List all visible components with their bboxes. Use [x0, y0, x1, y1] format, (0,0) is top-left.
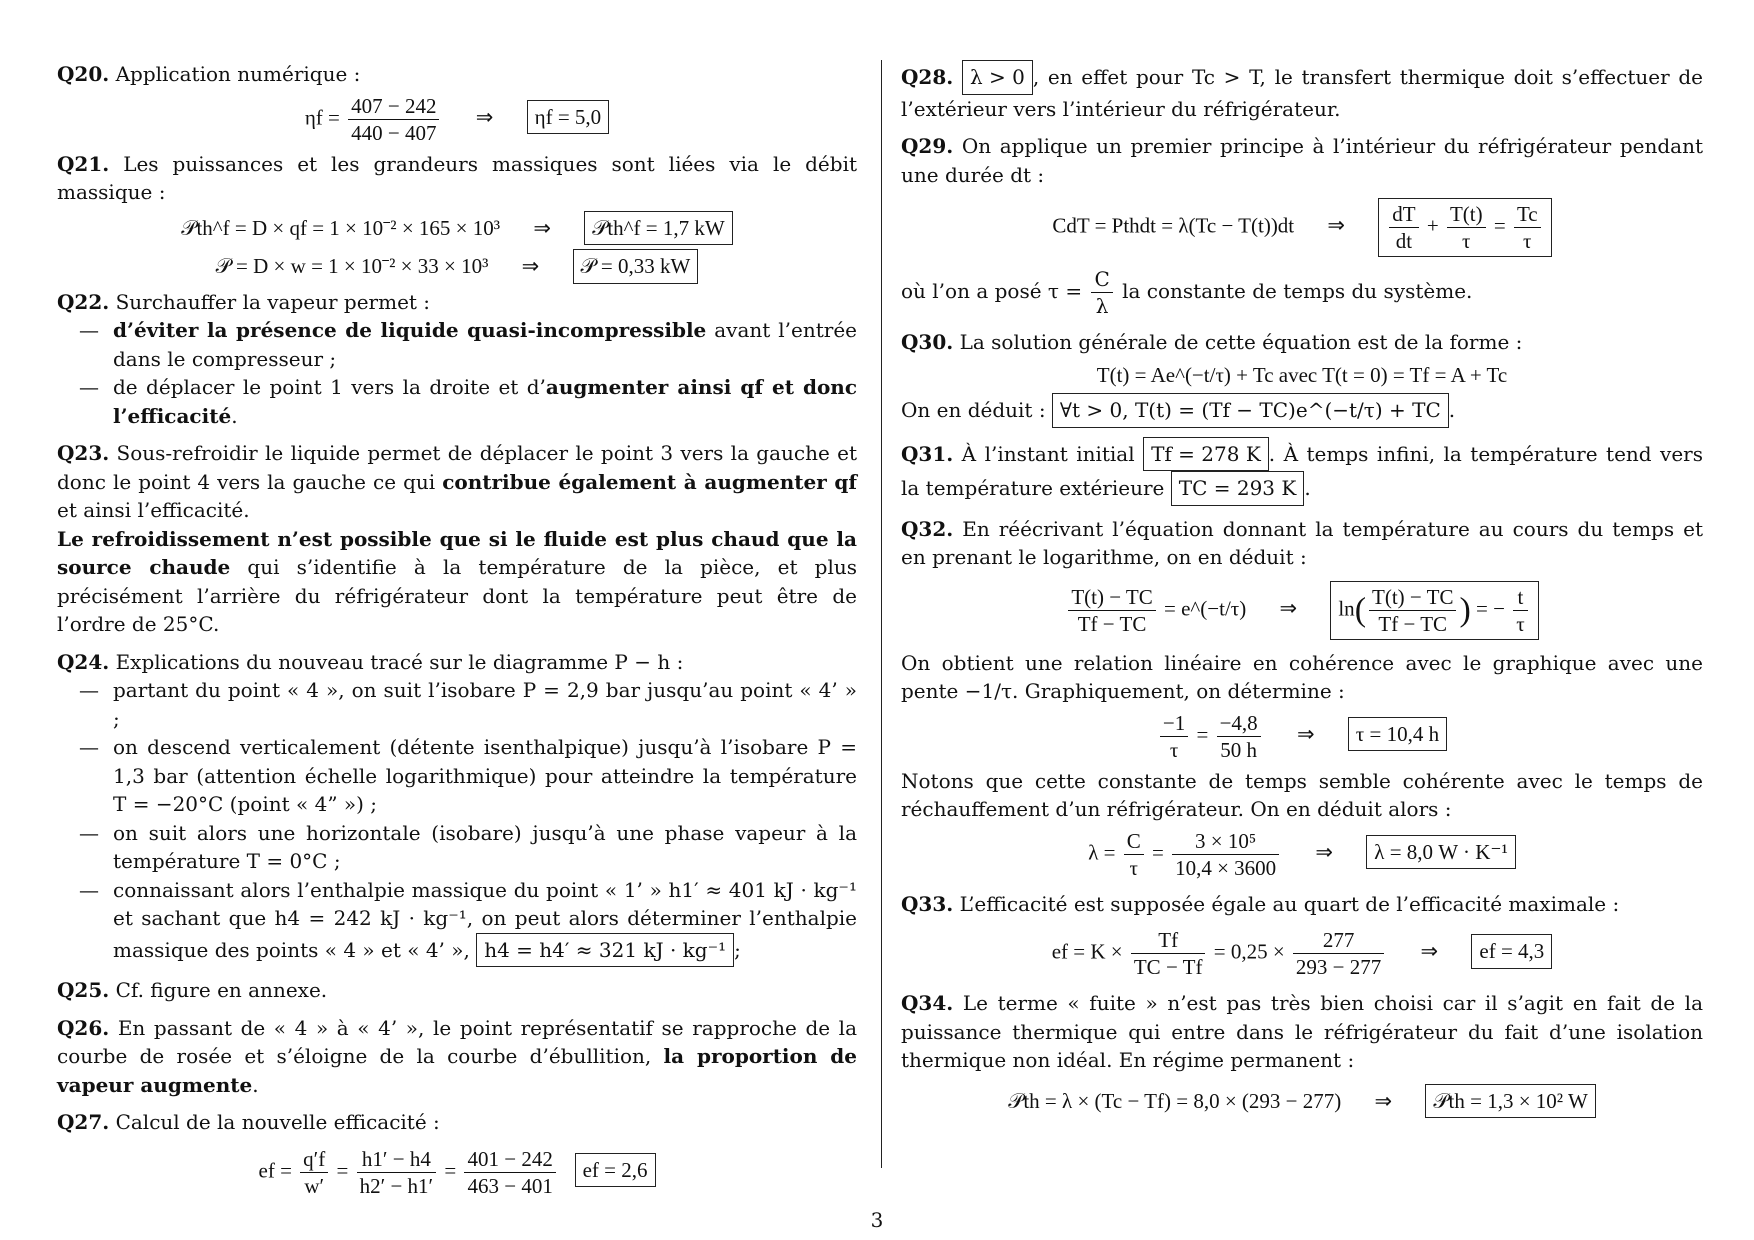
q21-result-2: 𝒫 = 0,33 kW — [573, 249, 699, 284]
q32-result: ln( $\frac{T(t) - TC}{Tf - TC}$ ) = − $\frac{t}{\tau}$ — [1330, 581, 1538, 640]
q22-bullet-2: — de déplacer le point 1 vers la droite et d’augmenter ainsi qf et donc l’efficacité. — [57, 373, 857, 430]
q22-bullet-1: — d’éviter la présence de liquide quasi-incompressible avant l’entrée dans le compresseur ; — [57, 316, 857, 373]
q29-definition: où l’on a posé τ = $\frac{C}{\lambda}$ la constante de temps du système. — [901, 267, 1473, 318]
q20: Q20. Application numérique : — [57, 62, 361, 86]
q23: Q23. Sous-refroidir le liquide permet de déplacer le point 3 vers la gauche et donc le point 4 vers la gauche ce qui contribue également à augmenter qf et ainsi l’efficacité. — [57, 441, 858, 522]
q32-after: On obtient une relation linéaire en cohérence avec le graphique avec une pente −1/τ. Graphiquement, on détermine : — [901, 650, 1703, 703]
q24-bullet-2: — on descend verticalement (détente isenthalpique) jusqu’à l’isobare P = 1,3 bar (attention échelle logarithmique) pour atteindre la température T = −20°C (point « 4” ») ; — [57, 733, 857, 819]
q32: Q32. En réécrivant l’équation donnant la température au cours du temps et en prenant le logarithme, on en déduit : — [901, 516, 1703, 569]
q28-result: λ > 0 — [962, 60, 1033, 95]
q32-tau-equation: $\frac{-1}{\tau}$ = $\frac{-4,8}{50 h}$ ⇒ τ = 10,4 h — [901, 710, 1703, 763]
q26: Q26. En passant de « 4 » à « 4’ », le point représentatif se rapproche de la courbe de rosée et s’éloigne de la courbe d’ébullition, la proportion de vapeur augmente. — [57, 1015, 857, 1097]
q32-tau-result: τ = 10,4 h — [1348, 717, 1447, 752]
q34-equation: 𝒫th = λ × (Tc − Tf) = 8,0 × (293 − 277) ⇒ 𝒫th = 1,3 × 10² W — [901, 1084, 1703, 1119]
q22: Q22. Surchauffer la vapeur permet : — [57, 289, 431, 314]
q20-fraction: $\frac{407 - 242}{440 - 407}$ — [348, 93, 439, 146]
page-number: 3 — [870, 1208, 884, 1232]
q23-paragraph-2: Le refroidissement n’est possible que si le fluide est plus chaud que la source chaude qui s’identifie à la température de la pièce, et plus précisément l’arrière du réfrigérateur dont la température peut être de l’ordre de 25°C. — [57, 526, 857, 636]
q21: Q21. Les puissances et les grandeurs massiques sont liées via le débit massique : — [57, 151, 858, 204]
q24-result: h4 = h4′ ≈ 321 kJ · kg⁻¹ — [476, 933, 734, 968]
q24-bullet-4: — connaissant alors l’enthalpie massique du point « 1’ » h1′ ≈ 401 kJ · kg⁻¹ et sachant que h4 = 242 kJ · kg⁻¹, on peut alors déterminer l’enthalpie massique des points « 4 » et « 4’ », h4 = h4′ ≈ 321 kJ · kg⁻¹ ; — [57, 876, 857, 968]
q29: Q29. On applique un premier principe à l’intérieur du réfrigérateur pendant une durée dt : — [901, 134, 1704, 187]
q29-result: $\frac{dT}{dt}$ + $\frac{T(t)}{\tau}$ = $\frac{Tc}{\tau}$ — [1378, 198, 1551, 257]
q31: Q31. À l’instant initial Tf = 278 K . À temps infini, la température tend vers la température extérieure TC = 293 K . — [901, 437, 1703, 506]
q21-result-1: 𝒫th^f = 1,7 kW — [584, 211, 733, 246]
q20-equation: ηf = $\frac{407 - 242}{440 - 407}$ ⇒ ηf = 5,0 — [57, 93, 857, 146]
q30: Q30. La solution générale de cette équation est de la forme : — [901, 330, 1523, 354]
q20-result: ηf = 5,0 — [527, 100, 610, 135]
q24-bullet-3: — on suit alors une horizontale (isobare) jusqu’à une phase vapeur à la température T = 0°C ; — [57, 819, 857, 876]
q24-bullet-1: — partant du point « 4 », on suit l’isobare P = 2,9 bar jusqu’au point « 4’ » ; — [57, 676, 857, 733]
q27-result: ef = 2,6 — [575, 1153, 656, 1188]
q34-result: 𝒫th = 1,3 × 10² W — [1425, 1084, 1595, 1119]
q33-equation: ef = K × $\frac{Tf}{TC - Tf}$ = 0,25 × $\frac{277}{293 - 277}$ ⇒ ef = 4,3 — [901, 927, 1703, 980]
q32-lambda-equation: λ = $\frac{C}{\tau}$ = $\frac{\text{3 × 10⁵}}{10,4 \times 3600}$ ⇒ λ = 8,0 W · K⁻¹ — [901, 828, 1703, 881]
q21-equation-2: 𝒫 = D × w = 1 × 10⁻² × 33 × 10³ ⇒ 𝒫 = 0,33 kW — [57, 249, 857, 284]
q31-result-2: TC = 293 K — [1171, 471, 1305, 506]
q30-result: ∀t > 0, T(t) = (Tf − TC)e^(−t/τ) + TC — [1052, 393, 1449, 428]
q32-note: Notons que cette constante de temps semble cohérente avec le temps de réchauffement d’un réfrigérateur. On en déduit alors : — [901, 768, 1703, 821]
left-column — [57, 60, 857, 1208]
q28: Q28. λ > 0 , en effet pour Tc > T, le transfert thermique doit s’effectuer de l’extérieur vers l’intérieur du réfrigérateur. — [901, 60, 1703, 123]
column-divider — [881, 60, 882, 1168]
q34: Q34. Le terme « fuite » n’est pas très bien choisi car il s’agit en fait de la puissance thermique qui entre dans le réfrigérateur du fait d’une isolation thermique non idéal. En régime permanent : — [901, 991, 1703, 1072]
q27-equation: ef = $\frac{q'f}{w'}$ = $\frac{h1' - h4}{h2' - h1'}$ = $\frac{401 - 242}{463 - 401}$ ef = 2,6 — [57, 1146, 857, 1199]
q30-deduce: On en déduit : ∀t > 0, T(t) = (Tf − TC)e^(−t/τ) + TC . — [901, 393, 1703, 428]
q25: Q25. Cf. figure en annexe. — [57, 978, 328, 1002]
q32-equation: $\frac{T(t) - TC}{Tf - TC}$ = e^(−t/τ) ⇒ ln( $\frac{T(t) - TC}{Tf - TC}$ ) = − $\frac{t}{\tau}$ — [901, 581, 1703, 640]
q27: Q27. Calcul de la nouvelle efficacité : — [57, 1110, 440, 1134]
q29-equation: CdT = Pthdt = λ(Tc − T(t))dt ⇒ $\frac{dT}{dt}$ + $\frac{T(t)}{\tau}$ = $\frac{Tc}{\tau}$ — [901, 198, 1703, 257]
right-column — [901, 60, 1703, 1127]
q33: Q33. L’efficacité est supposée égale au quart de l’efficacité maximale : — [901, 891, 1620, 916]
q32-lambda-result: λ = 8,0 W · K⁻¹ — [1366, 835, 1516, 870]
q31-result-1: Tf = 278 K — [1143, 437, 1269, 472]
q33-result: ef = 4,3 — [1471, 934, 1552, 969]
q24: Q24. Explications du nouveau tracé sur le diagramme P − h : — [57, 649, 684, 674]
q30-equation: T(t) = Ae^(−t/τ) + Tc avec T(t = 0) = Tf = A + Tc — [1096, 362, 1508, 387]
q21-equation-1: 𝒫th^f = D × qf = 1 × 10⁻² × 165 × 10³ ⇒ 𝒫th^f = 1,7 kW — [57, 211, 857, 246]
